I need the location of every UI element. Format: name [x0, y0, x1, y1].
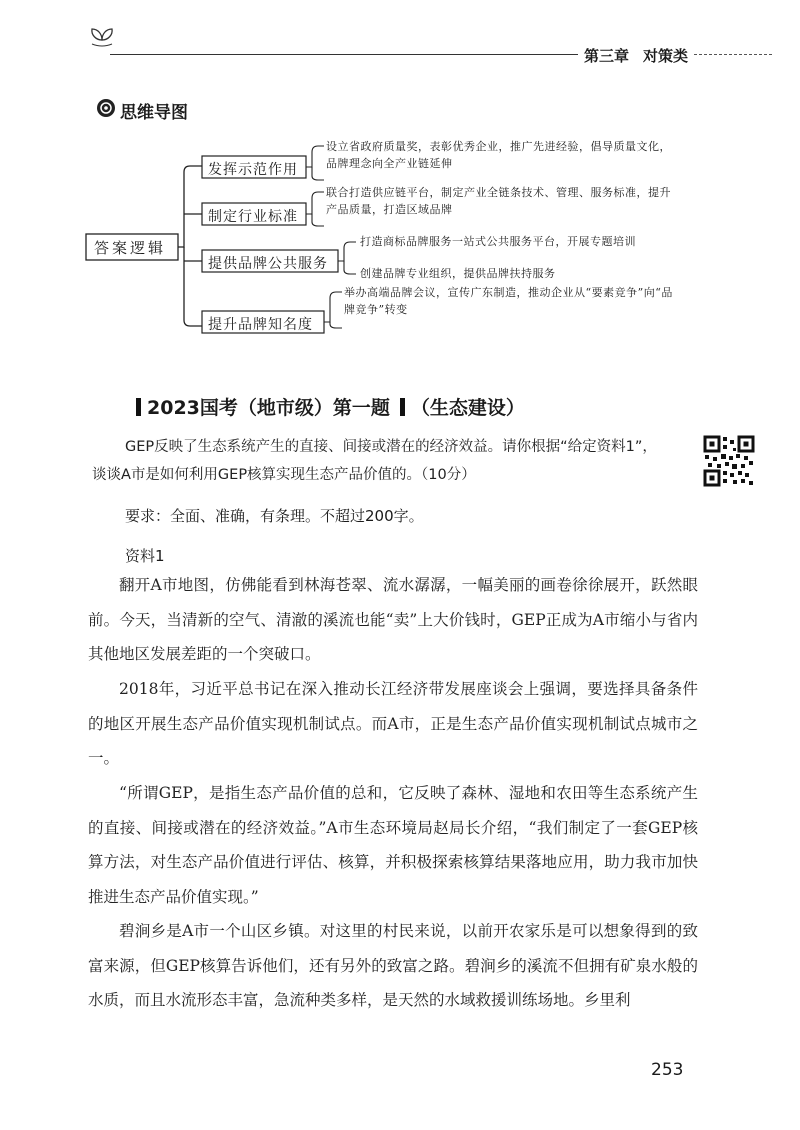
leaf-logo — [88, 26, 116, 48]
mindmap-icon — [97, 99, 115, 117]
branch-label: 提供品牌公共服务 — [208, 256, 328, 272]
header-chapter — [584, 45, 688, 66]
branch-detail: 打造商标品牌服务一站式公共服务平台，开展专题培训 — [360, 235, 636, 248]
header-dashed-rule — [694, 54, 772, 55]
question-tag: （生态建设） — [410, 397, 525, 419]
question-title: 2023国考（地市级）第一题 — [147, 397, 390, 419]
question-prompt-line1: GEP反映了生态系统产生的直接、间接或潜在的经济效益。请你根据“给定资料1”， — [125, 439, 657, 455]
mindmap-root: 答案逻辑 — [94, 239, 167, 257]
material-paragraph: 翻开A市地图，仿佛能看到林海苍翠、流水潺潺，一幅美丽的画卷徐徐展开，跃然眼前。今天，当清新的空气、清澈的溪流也能“卖”上大价钱时，GEP正成为A市缩小与省内其他地区发展差距的一个突破口。 — [88, 576, 698, 663]
material-paragraph: 碧涧乡是A市一个山区乡镇。对这里的村民来说，以前开农家乐是可以想象得到的致富来源，但GEP核算告诉他们，还有另外的致富之路。碧涧乡的溪流不但拥有矿泉水般的水质，而且水流形态丰富，急流种类多样，是天然的水域救援训练场地。乡里利 — [88, 922, 698, 1009]
section-title: 思维导图 — [120, 103, 188, 123]
material-label: 资料1 — [125, 547, 165, 565]
page-number: 253 — [651, 1060, 684, 1080]
branch-detail: 设立省政府质量奖，表彰优秀企业，推广先进经验，倡导质量文化，品牌理念向全产业链延伸 — [326, 140, 671, 170]
material-paragraph: 2018年，习近平总书记在深入推动长江经济带发展座谈会上强调，要选择具备条件的地区开展生态产品价值实现机制试点。而A市，正是生态产品价值实现机制试点城市之一。 — [88, 680, 698, 767]
branch-label: 发挥示范作用 — [208, 162, 298, 178]
material-paragraph: “所谓GEP，是指生态产品价值的总和，它反映了森林、湿地和农田等生态系统产生的直接、间接或潜在的经济效益。”A市生态环境局赵局长介绍，“我们制定了一套GEP核算方法，对生态产品价值进行评估、核算，并积极探索核算结果落地应用，助力我市加快推进生态产品价值实现。” — [88, 784, 698, 906]
chapter-label: 第三章 — [584, 47, 630, 65]
branch-detail: 创建品牌专业组织，提供品牌扶持服务 — [360, 267, 556, 280]
branch-label: 制定行业标准 — [208, 209, 298, 225]
branch-detail: 举办高端品牌会议，宣传广东制造，推动企业从“要素竞争”向“品牌竞争”转变 — [344, 286, 673, 316]
qr-code-icon — [703, 435, 755, 487]
category-label: 对策类 — [643, 47, 689, 65]
branch-detail: 联合打造供应链平台，制定产业全链条技术、管理、服务标准，提升产品质量，打造区域品牌 — [326, 186, 671, 216]
question-heading — [130, 393, 525, 420]
mindmap — [80, 130, 720, 350]
header-rule — [110, 54, 578, 55]
branch-label: 提升品牌知名度 — [208, 317, 313, 333]
question-prompt-line2: 谈谈A市是如何利用GEP核算实现生态产品价值的。（10分） — [92, 467, 476, 483]
requirement: 要求：全面、准确，有条理。不超过200字。 — [125, 507, 424, 525]
